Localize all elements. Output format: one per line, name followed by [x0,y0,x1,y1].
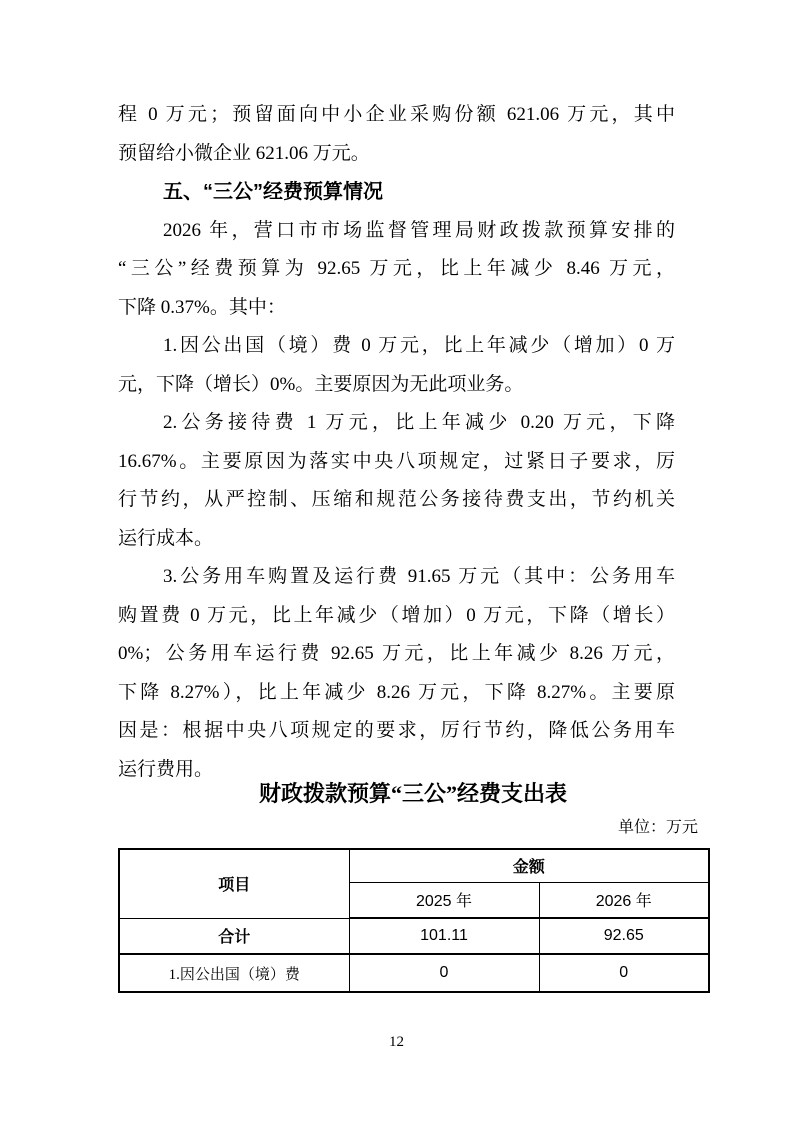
body-line: 行节约，从严控制、压缩和规范公务接待费支出，节约机关 [118,489,675,510]
body-line: 2026 年，营口市市场监督管理局财政拨款预算安排的 [163,219,675,241]
body-line: 购置费 0 万元，比上年减少（增加）0 万元，下降（增长） [118,604,675,626]
unit-label: 单位：万元 [617,819,698,836]
body-line: 2.公务接待费 1 万元，比上年减少 0.20 万元，下降 [163,412,675,433]
header-cell-year-2025: 2025 年 [349,882,539,918]
body-line: 3.公务用车购置及运行费 91.65 万元（其中：公务用车 [163,566,675,587]
body-line: 因是：根据中央八项规定的要求，厉行节约，降低公务用车 [118,720,675,741]
cell-2026: 0 [539,954,709,992]
table-title: 财政拨款预算“三公”经费支出表 [258,781,567,806]
section-heading: 五、“三公”经费预算情况 [163,181,383,203]
body-line: 0%；公务用车运行费 92.65 万元，比上年减少 8.26 万元， [118,643,675,664]
body-line: 1.因公出国（境）费 0 万元，比上年减少（增加）0 万 [163,335,675,356]
body-line: 运行成本。 [118,527,214,549]
body-line: 16.67%。主要原因为落实中央八项规定，过紧日子要求，厉 [118,450,675,472]
cell-item: 1.因公出国（境）费 [119,954,349,992]
page-number: 12 [389,1034,404,1050]
cell-2025: 0 [349,954,539,992]
body-line: 下降 0.37%。其中： [118,296,286,318]
table-row-abroad-fee [119,954,709,992]
cell-2026: 92.65 [539,918,709,954]
document-content [118,96,708,993]
cell-2025: 101.11 [349,918,539,954]
table-row-total [119,918,709,954]
body-line: 程 0 万元；预留面向中小企业采购份额 621.06 万元，其中 [118,104,675,125]
table-header-row [119,849,709,882]
body-line: 元，下降（增长）0%。主要原因为无此项业务。 [118,373,524,395]
header-cell-amount: 金额 [349,849,709,882]
cell-item: 合计 [119,918,349,954]
body-line: “三公”经费预算为 92.65 万元，比上年减少 8.46 万元， [118,258,675,279]
body-text-block [118,96,675,789]
budget-table [118,848,710,993]
header-cell-item: 项目 [119,849,349,918]
body-line: 运行费用。 [118,758,214,780]
body-line: 预留给小微企业 621.06 万元。 [118,142,370,164]
header-cell-year-2026: 2026 年 [539,882,709,918]
body-line: 下降 8.27%），比上年减少 8.26 万元，下降 8.27%。主要原 [118,681,675,703]
